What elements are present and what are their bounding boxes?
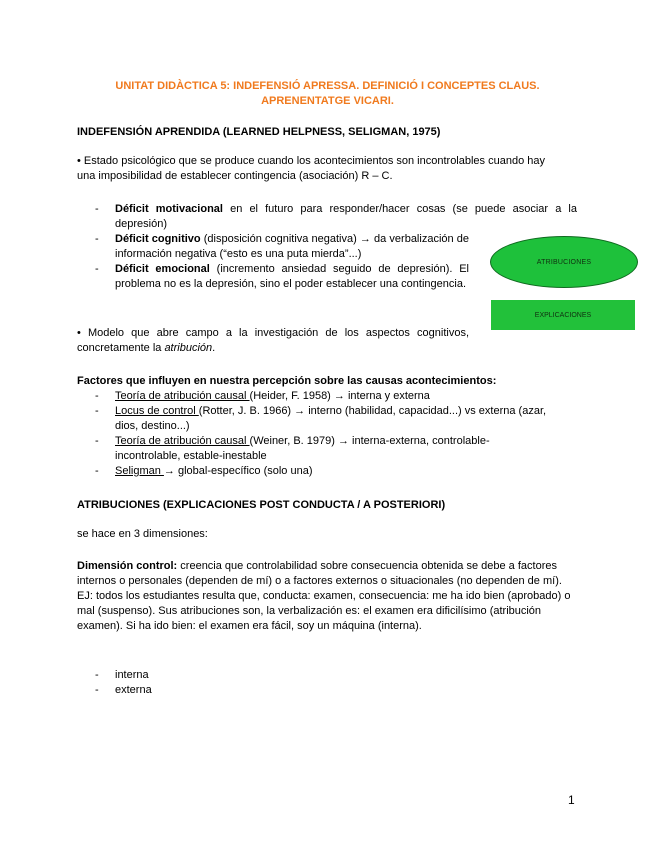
deficit-label: Déficit cognitivo — [115, 233, 201, 245]
atribuciones-ellipse: ATRIBUCIONES — [490, 236, 638, 288]
intro-line1: • Estado psicológico que se produce cuando los acontecimientos son incontrolables cuando hay — [77, 155, 545, 167]
control-item-interna: - interna — [77, 668, 377, 683]
factor-item — [77, 389, 547, 404]
unit-title-line2: APRENENTATGE VICARI. — [261, 95, 394, 107]
factor-text: (Rotter, J. B. 1966) → interno (habilidad, capacidad...) vs externa (azar, dios, destino...) — [115, 405, 547, 432]
deficit-label: Déficit emocional — [115, 263, 210, 275]
control-item-externa: - externa — [77, 683, 377, 698]
section-heading-atribuciones: ATRIBUCIONES (EXPLICACIONES POST CONDUCTA / A POSTERIORI) — [77, 499, 446, 511]
deficit-emocional — [77, 262, 469, 292]
deficit-motivacional — [77, 202, 577, 232]
control-paragraph — [77, 559, 577, 634]
control-list — [77, 668, 377, 698]
intro-line2: una imposibilidad de establecer contingencia (asociación) R – C. — [77, 170, 393, 182]
factor-theory: Locus de control — [115, 405, 199, 417]
factor-theory: Teoría de atribución causal — [115, 390, 250, 402]
model-text: • Modelo que abre campo a la investigación de los aspectos cognitivos, concretamente la — [77, 327, 469, 354]
factor-item — [77, 464, 547, 479]
factor-item — [77, 404, 547, 434]
deficit-text: en el futuro para responder/hacer cosas (se puede asociar a la depresión) — [115, 203, 577, 230]
factor-theory: Teoría de atribución causal — [115, 435, 250, 447]
deficit-text: (incremento ansiedad seguido de depresión). El problema no es la depresión, sino el poder establecer una contingencia. — [115, 263, 470, 290]
model-paragraph — [77, 326, 469, 356]
deficit-label: Déficit motivacional — [115, 203, 223, 215]
factor-item — [77, 434, 515, 464]
section-heading-indefension: INDEFENSIÓN APRENDIDA (LEARNED HELPNESS, SELIGMAN, 1975) — [77, 126, 441, 138]
factor-text: (Heider, F. 1958) → interna y externa — [249, 390, 430, 402]
factors-heading: Factores que influyen en nuestra percepción sobre las causas acontecimientos: — [77, 375, 497, 387]
factors-list — [77, 389, 547, 479]
unit-title-line1: UNITAT DIDÀCTICA 5: INDEFENSIÓ APRESSA. DEFINICIÓ I CONCEPTES CLAUS. — [115, 80, 540, 92]
page-number: 1 — [568, 793, 575, 807]
factor-text: (Weiner, B. 1979) → interna-externa, controlable-incontrolable, estable-inestable — [115, 435, 490, 462]
factor-theory: Seligman — [115, 465, 164, 477]
model-italic: atribución — [164, 342, 213, 354]
deficit-text: (disposición cognitiva negativa) → da verbalización de información negativa (“esto es una puta mierda”...) — [115, 233, 469, 260]
dimensions-intro: se hace en 3 dimensiones: — [77, 528, 208, 540]
intro-paragraph — [77, 154, 577, 184]
control-label: Dimensión control: — [77, 560, 178, 572]
factor-text: → global-específico (solo una) — [163, 465, 313, 477]
control-text: creencia que controlabilidad sobre consecuencia obtenida se debe a factores internos o personales (dependen de mí) o a factores externos o situacionales (no dependen de mí). EJ: todos los estudiantes resulta que, conducta: examen, consecuencia: me ha ido bien (aprobado) o mal (suspenso). Sus atribuciones son, la verbalización es: el examen era dificilísimo (atribución examen). Si ha ido bien: el examen era fácil, soy un máquina (interna). — [77, 560, 571, 632]
deficit-cognitivo — [77, 232, 469, 262]
explicaciones-box: EXPLICACIONES — [491, 300, 635, 330]
model-suffix: . — [212, 342, 216, 354]
unit-title — [60, 79, 595, 109]
